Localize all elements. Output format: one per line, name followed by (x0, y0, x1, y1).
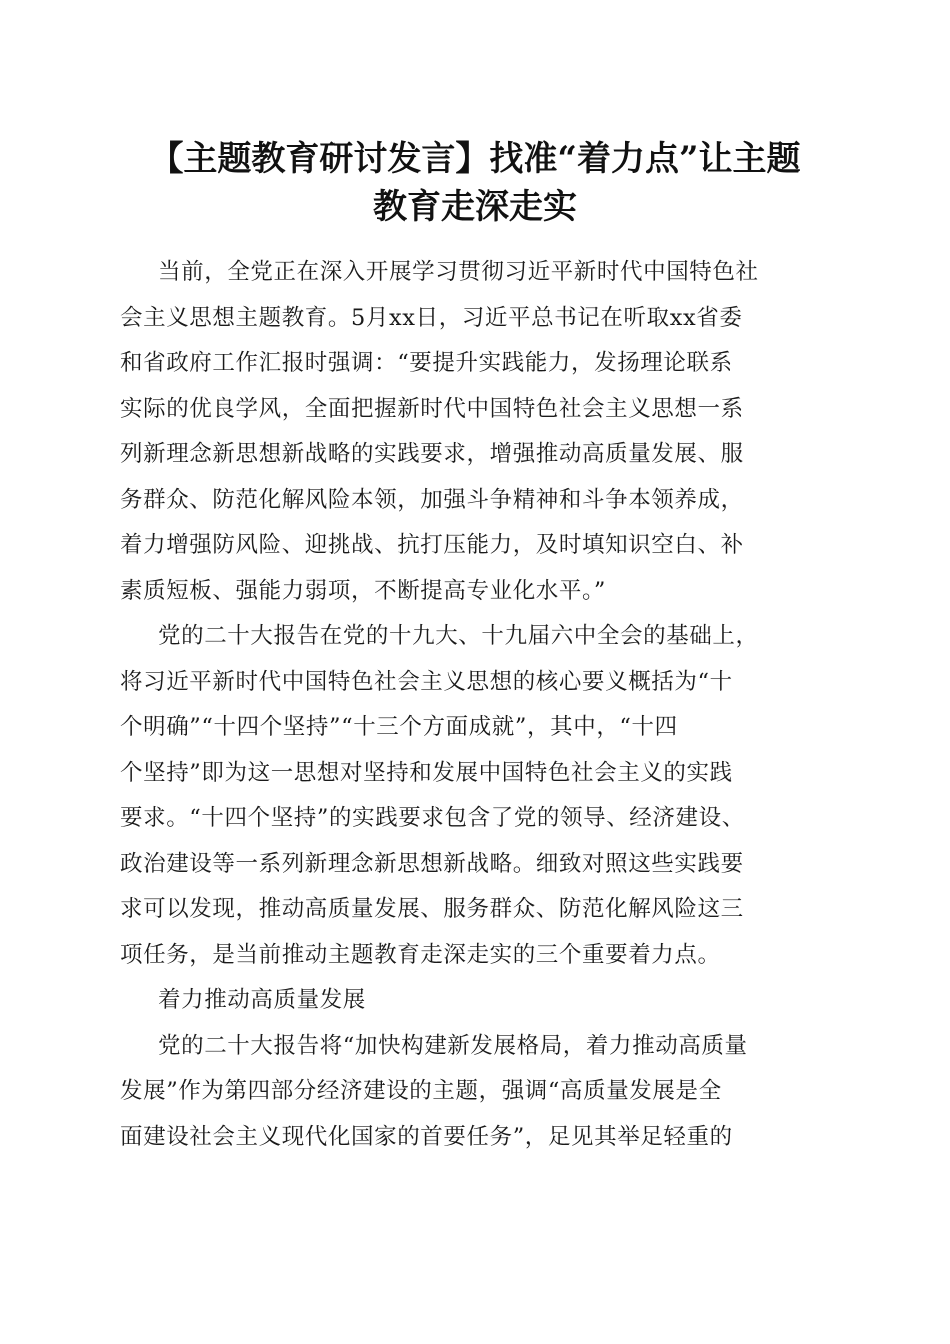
text-line: 实际的优良学风，全面把握新时代中国特色社会主义思想一系 (120, 395, 744, 422)
text-line: 项任务，是当前推动主题教育走深走实的三个重要着力点。 (120, 941, 721, 968)
text-line: 求可以发现，推动高质量发展、服务群众、防范化解风险这三 (120, 896, 744, 922)
text-line: 列新理念新思想新战略的实践要求，增强推动高质量发展、服 (120, 441, 744, 467)
text-line: 和省政府工作汇报时强调：“要提升实践能力，发扬理论联系 (120, 350, 733, 376)
text-line: 当前，全党正在深入开展学习贯彻习近平新时代中国特色社 (158, 259, 759, 285)
document-title (120, 135, 830, 231)
section-heading (120, 978, 830, 1024)
text-line: 要求。“十四个坚持”的实践要求包含了党的领导、经济建设、 (120, 805, 745, 831)
text-line: 将习近平新时代中国特色社会主义思想的核心要义概括为“十 (120, 668, 733, 695)
text-line: 发展”作为第四部分经济建设的主题，强调“高质量发展是全 (120, 1078, 722, 1104)
text-line: 面建设社会主义现代化国家的首要任务”，足见其举足轻重的 (120, 1123, 733, 1150)
document-body (120, 250, 830, 1160)
paragraph-development (120, 1024, 830, 1161)
text-line: 个坚持”即为这一思想对坚持和发展中国特色社会主义的实践 (120, 759, 733, 786)
text-line: 党的二十大报告将“加快构建新发展格局，着力推动高质量 (158, 1032, 748, 1059)
text-line: 党的二十大报告在党的十九大、十九届六中全会的基础上， (158, 623, 759, 649)
text-line: 个明确”“十四个坚持”“十三个方面成就”，其中，“十四 (120, 714, 678, 740)
paragraph-intro (120, 250, 830, 614)
title-line: 教育走深走实 (373, 187, 577, 227)
text-line: 务群众、防范化解风险本领，加强斗争精神和斗争本领养成， (120, 486, 744, 513)
title-line: 【主题教育研讨发言】找准“着力点”让主题 (149, 139, 801, 179)
paragraph-report (120, 614, 830, 978)
text-line: 政治建设等一系列新理念新思想新战略。细致对照这些实践要 (120, 850, 744, 877)
text-line: 着力推动高质量发展 (158, 987, 366, 1013)
text-line: 素质短板、强能力弱项，不断提高专业化水平。” (120, 577, 606, 604)
text-line: 着力增强防风险、迎挑战、抗打压能力，及时填知识空白、补 (120, 532, 744, 558)
text-line: 会主义思想主题教育。5月xx日，习近平总书记在听取xx省委 (120, 304, 743, 331)
